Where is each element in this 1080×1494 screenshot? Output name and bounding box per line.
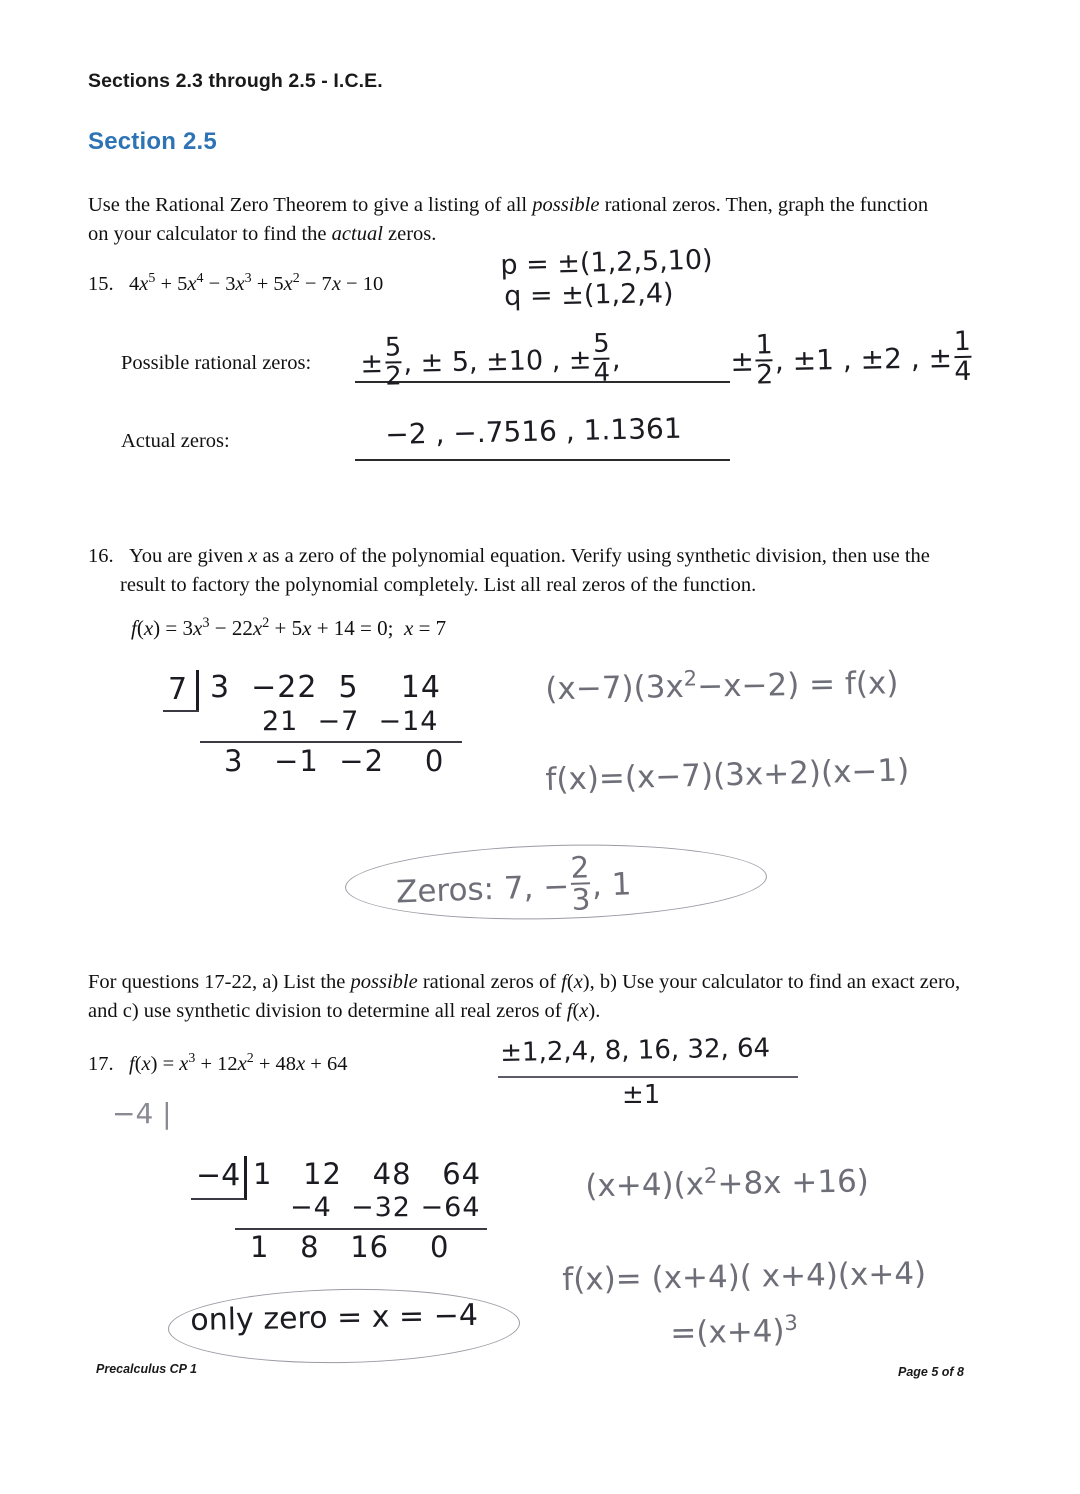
question-16-number: 16. <box>88 545 114 567</box>
synthetic-division-16-divisor: 7 <box>168 672 188 707</box>
synthetic-division-16-bracket-vertical <box>196 670 199 712</box>
synthetic-division-17-row3: 1 8 16 0 <box>250 1230 450 1264</box>
handwritten-factor-16-line2: f(x)=(x−7)(3x+2)(x−1) <box>545 752 910 798</box>
synthetic-division-17-bracket-vertical <box>244 1156 247 1200</box>
actual-zeros-answer-rule <box>355 459 730 461</box>
footer-course-label: Precalculus CP 1 <box>96 1362 197 1376</box>
handwritten-factor-17-line3: $=(x+4)^3$ <box>670 1309 799 1352</box>
handwritten-possible-zeros-17-numerator: ±1,2,4, 8, 16, 32, 64 <box>500 1033 771 1068</box>
handwritten-factor-17-line1: $(x+4)(x^2+8x +16)$ <box>585 1162 870 1205</box>
handwritten-possible-zeros-part1: ± $\frac{5}{2}$ , ± 5, ±10 , ± $\frac{5}{4}$ , <box>360 328 621 392</box>
page-title: Sections 2.3 through 2.5 - I.C.E. <box>88 70 383 92</box>
section-title: Section 2.5 <box>88 128 217 155</box>
question-16-statement: 16. You are given x as a zero of the polynomial equation. Verify using synthetic division, then use the result to factory the polynomial completely. List all real zeros of the function. <box>88 545 930 596</box>
handwritten-actual-zeros: −2 , −.7516 , 1.1361 <box>385 411 682 451</box>
handwritten-factor-16-line1: $(x-7)(3x^2-x-2) = f(x)$ <box>545 665 899 708</box>
synthetic-division-16-row1: 3 −22 5 14 <box>210 670 441 705</box>
synthetic-division-17-row2: −4 −32 −64 <box>290 1192 481 1223</box>
synthetic-division-17-divisor-underline <box>191 1198 245 1200</box>
handwritten-factor-17-line2: f(x)= (x+4)( x+4)(x+4) <box>562 1255 927 1298</box>
synthetic-division-16-sum-rule <box>200 741 462 743</box>
actual-zeros-label: Actual zeros: <box>121 430 230 452</box>
footer-page-number: Page 5 of 8 <box>898 1365 964 1379</box>
synthetic-division-16-divisor-underline <box>163 710 199 712</box>
handwritten-conclusion-17: only zero = x = −4 <box>190 1297 479 1338</box>
synthetic-division-17-row1: 1 12 48 64 <box>253 1157 482 1191</box>
handwritten-possible-zeros-part2: ± $\frac{1}{2}$ , ±1 , ±2 , ± $\frac{1}{4}$ <box>730 325 972 391</box>
handwritten-note-minus-four: −4 | <box>112 1097 172 1130</box>
question-17-statement: 17. $f(x) = x^3 + 12x^2 + 48x + 64$ <box>88 1051 348 1075</box>
question-15-statement: 15. $4x^5 + 5x^4 - 3x^3 + 5x^2 - 7x - 10$ <box>88 271 384 295</box>
handwritten-p-values: p = ±(1,2,5,10) <box>500 244 714 281</box>
possible-rational-zeros-label: Possible rational zeros: <box>121 352 312 374</box>
handwritten-q-values: q = ±(1,2,4) <box>504 278 674 312</box>
synthetic-division-16-row3: 3 −1 −2 0 <box>224 744 445 778</box>
question-15-number: 15. <box>88 272 114 295</box>
synthetic-division-16-row2: 21 −7 −14 <box>262 706 439 737</box>
synthetic-division-17-divisor: −4 <box>196 1158 241 1193</box>
handwritten-possible-zeros-17-fraction-bar <box>498 1076 798 1078</box>
question-17-number: 17. <box>88 1052 114 1075</box>
instructions-questions-17-22: For questions 17-22, a) List the possible rational zeros of f(x), b) Use your calculator to find an exact zero, and c) use synthetic division to determine all real zeros of f(x). <box>88 971 961 1022</box>
handwritten-possible-zeros-17-denominator: ±1 <box>622 1080 661 1110</box>
instructions-rational-zero: Use the Rational Zero Theorem to give a listing of all possible rational zeros. Then, graph the function on your calculator to find the actual zeros. <box>88 194 929 245</box>
handwritten-zeros-16: Zeros: 7, − $\frac{2}{3}$ , 1 <box>395 850 632 918</box>
question-16-equation: $f(x) = 3x^3 - 22x^2 + 5x + 14 = 0$; x = 7 <box>131 615 447 640</box>
